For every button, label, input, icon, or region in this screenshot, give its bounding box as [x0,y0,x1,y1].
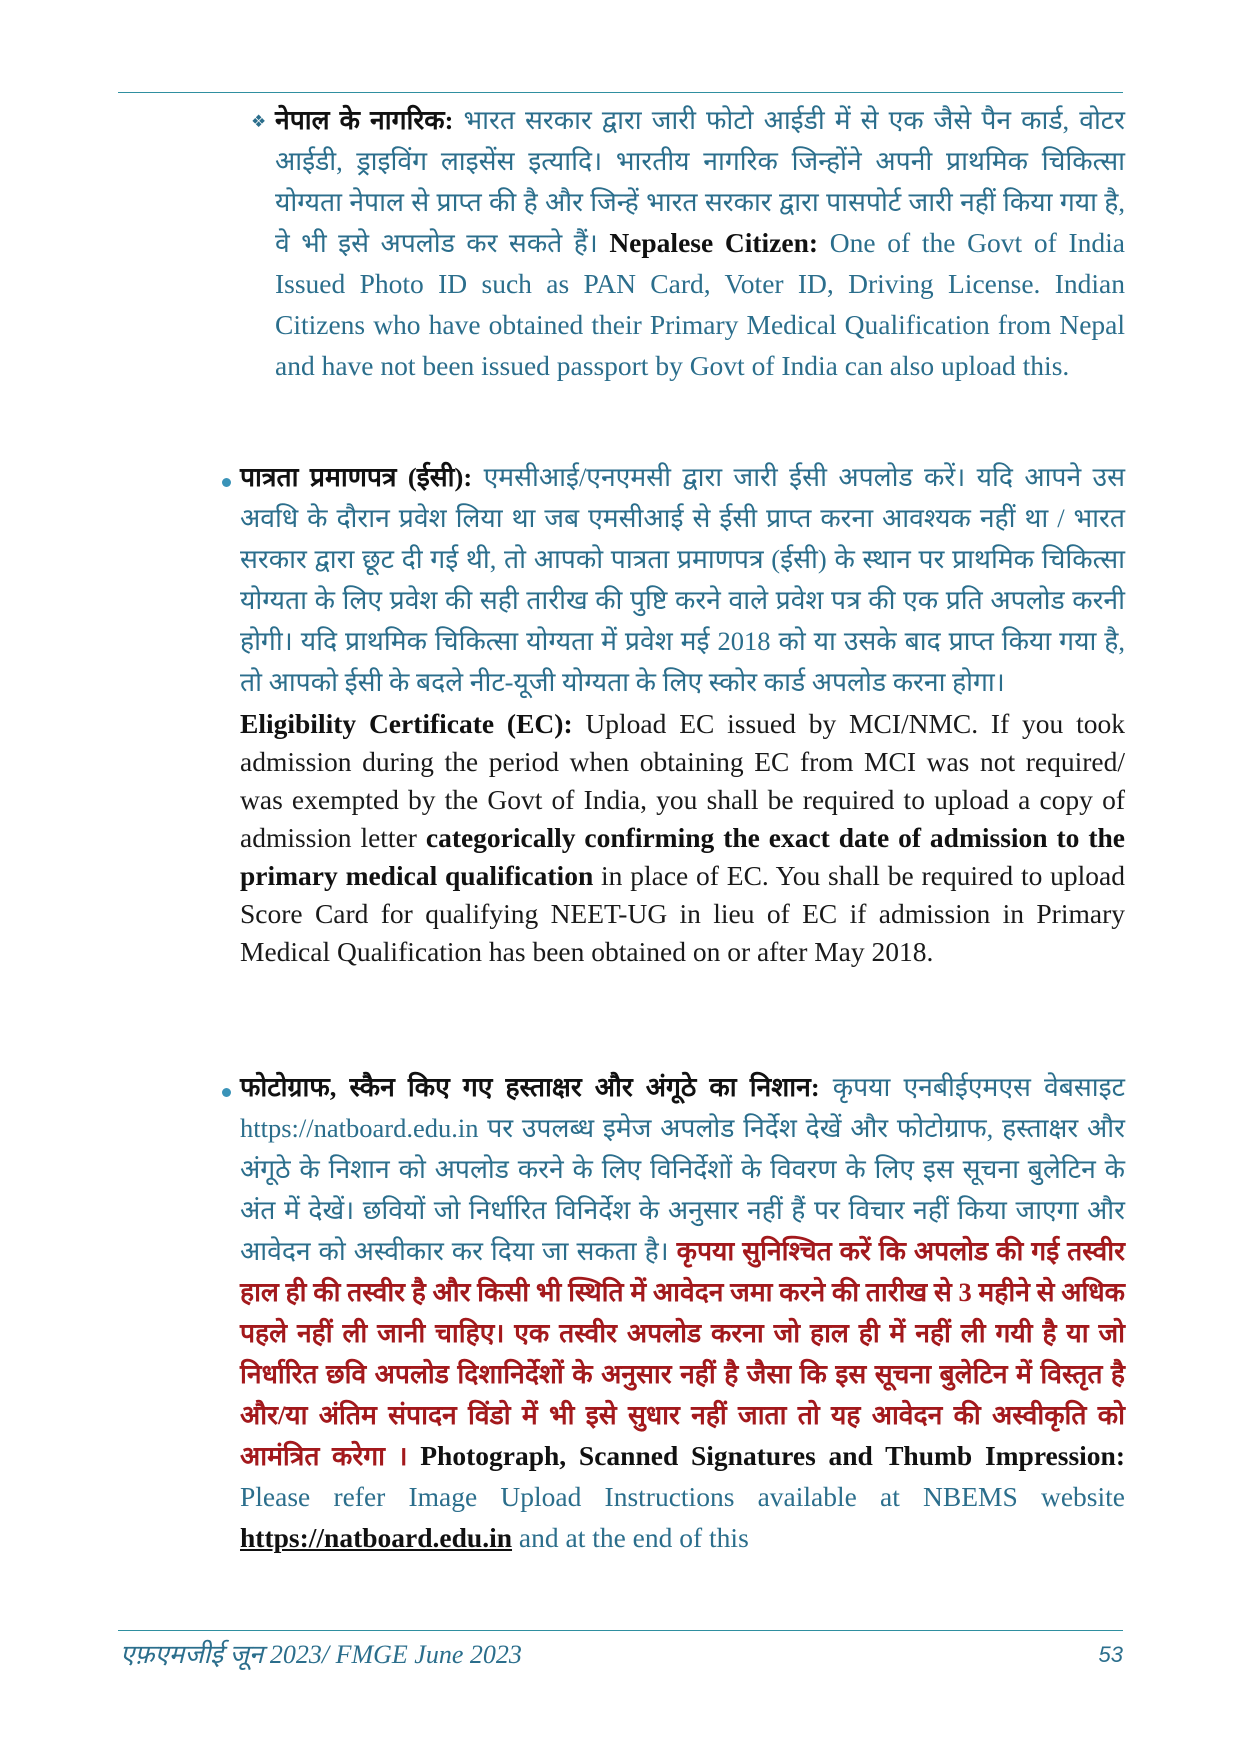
eligibility-certificate-hindi-text: एमसीआई/एनएमसी द्वारा जारी ईसी अपलोड करें। यदि आपने उस अवधि के दौरान प्रवेश लिया था जब एमसीआई से ईसी प्राप्त करना आवश्यक नहीं था / भारत सरकार द्वारा छूट दी गई थी, तो आपको पात्रता प्रमाणपत्र (ईसी) के स्थान पर प्राथमिक चिकित्सा योग्यता के लिए प्रवेश की सही तारीख की पुष्टि करने वाले प्रवेश पत्र की एक प्रति अपलोड करनी होगी। यदि प्राथमिक चिकित्सा योग्यता में प्रवेश मई 2018 को या उसके बाद प्राप्त किया गया है, तो आपको ईसी के बदले नीट-यूजी योग्यता के लिए स्कोर कार्ड अपलोड करना होगा। [240,462,1125,697]
footer-title: एफ़एमजीई जून 2023/ FMGE June 2023 [120,1640,522,1669]
photograph-english-text-2: and at the end of this [512,1522,749,1553]
header-rule [118,92,1123,93]
nepalese-citizen-hindi-text: भारत सरकार द्वारा जारी फोटो आईडी में से एक जैसे पैन कार्ड, वोटर आईडी, ड्राइविंग लाइसेंस इत्यादि। भारतीय नागरिक जिन्होंने अपनी प्राथमिक चिकित्सा योग्यता नेपाल से प्राप्त की है और जिन्हें भारत सरकार द्वारा पासपोर्ट जारी नहीं किया गया है, वे भी इसे अपलोड कर सकते हैं। [275,105,1126,258]
eligibility-certificate-item [240,457,1125,971]
photograph-english-text: Please refer Image Upload Instructions available at NBEMS website [240,1481,1125,1512]
photograph-hindi-text: कृपया एनबीईएमएस वेबसाइट https://natboard.edu.in पर उपलब्ध इमेज अपलोड निर्देश देखें और फोटोग्राफ, हस्ताक्षर और अंगूठे के निशान को अपलोड करने के लिए विनिर्देशों के विवरण के लिए इस सूचना बुलेटिन के अंत में देखें। छवियों जो निर्धारित विनिर्देश के अनुसार नहीं हैं पर विचार नहीं किया जाएगा और आवेदन को अस्वीकार कर दिया जा सकता है। [240,1072,1125,1266]
nepalese-citizen-english-heading: Nepalese Citizen: [609,227,819,258]
photograph-hindi-heading: फोटोग्राफ, स्कैन किए गए हस्ताक्षर और अंगूठे का निशान: [240,1072,820,1102]
bullet-dot-icon [222,478,231,487]
photograph-hindi [240,1067,1125,1559]
eligibility-certificate-english-text-2: in place of EC. You shall be required to upload Score Card for qualifying NEET-UG in lieu of EC if admission in Primary Medical Qualification has been obtained on or after May 2018. [240,860,1125,967]
eligibility-certificate-english-emphasis: categorically confirming the exact date of admission to the primary medical qualification [240,822,1125,891]
bullet-dot-icon [222,1088,231,1097]
eligibility-certificate-english-text: Upload EC issued by MCI/NMC. If you took admission during the period when obtaining EC from MCI was not required/ was exempted by the Govt of India, you shall be required to upload a copy of admission letter [240,708,1125,853]
nepalese-citizen-item [275,100,1125,387]
photograph-hindi-warning: कृपया सुनिश्चित करें कि अपलोड की गई तस्वीर हाल ही की तस्वीर है और किसी भी स्थिति में आवेदन जमा करने की तारीख से 3 महीने से अधिक पहले नहीं ली जानी चाहिए। एक तस्वीर अपलोड करना जो हाल ही में नहीं ली गयी है या जो निर्धारित छवि अपलोड दिशानिर्देशों के अनुसार नहीं है जैसा कि इस सूचना बुलेटिन में विस्तृत है और/या अंतिम संपादन विंडो में भी इसे सुधार नहीं जाता तो यह आवेदन की अस्वीकृति को आमंत्रित करेगा । [240,1236,1125,1471]
eligibility-certificate-english [240,705,1125,971]
nepalese-citizen-english-text: One of the Govt of India Issued Photo ID such as PAN Card, Voter ID, Driving License. Indian Citizens who have obtained their Primary Medical Qualification from Nepal and have not been issued passport by Govt of India can also upload this. [275,227,1125,381]
natboard-link[interactable]: https://natboard.edu.in [240,1522,513,1553]
photograph-item [240,1067,1125,1559]
diamond-bullet-icon: ❖ [251,112,267,131]
nepalese-citizen-hindi-heading: नेपाल के नागरिक: [275,105,454,135]
nepalese-citizen-hindi [275,100,1125,387]
eligibility-certificate-hindi [240,457,1125,703]
eligibility-certificate-hindi-heading: पात्रता प्रमाणपत्र (ईसी): [240,462,473,492]
eligibility-certificate-english-heading: Eligibility Certificate (EC): [240,708,573,739]
footer-rule [118,1630,1123,1631]
photograph-english-heading: Photograph, Scanned Signatures and Thumb Impression: [407,1440,1126,1471]
page-number: 53 [1098,1642,1123,1667]
